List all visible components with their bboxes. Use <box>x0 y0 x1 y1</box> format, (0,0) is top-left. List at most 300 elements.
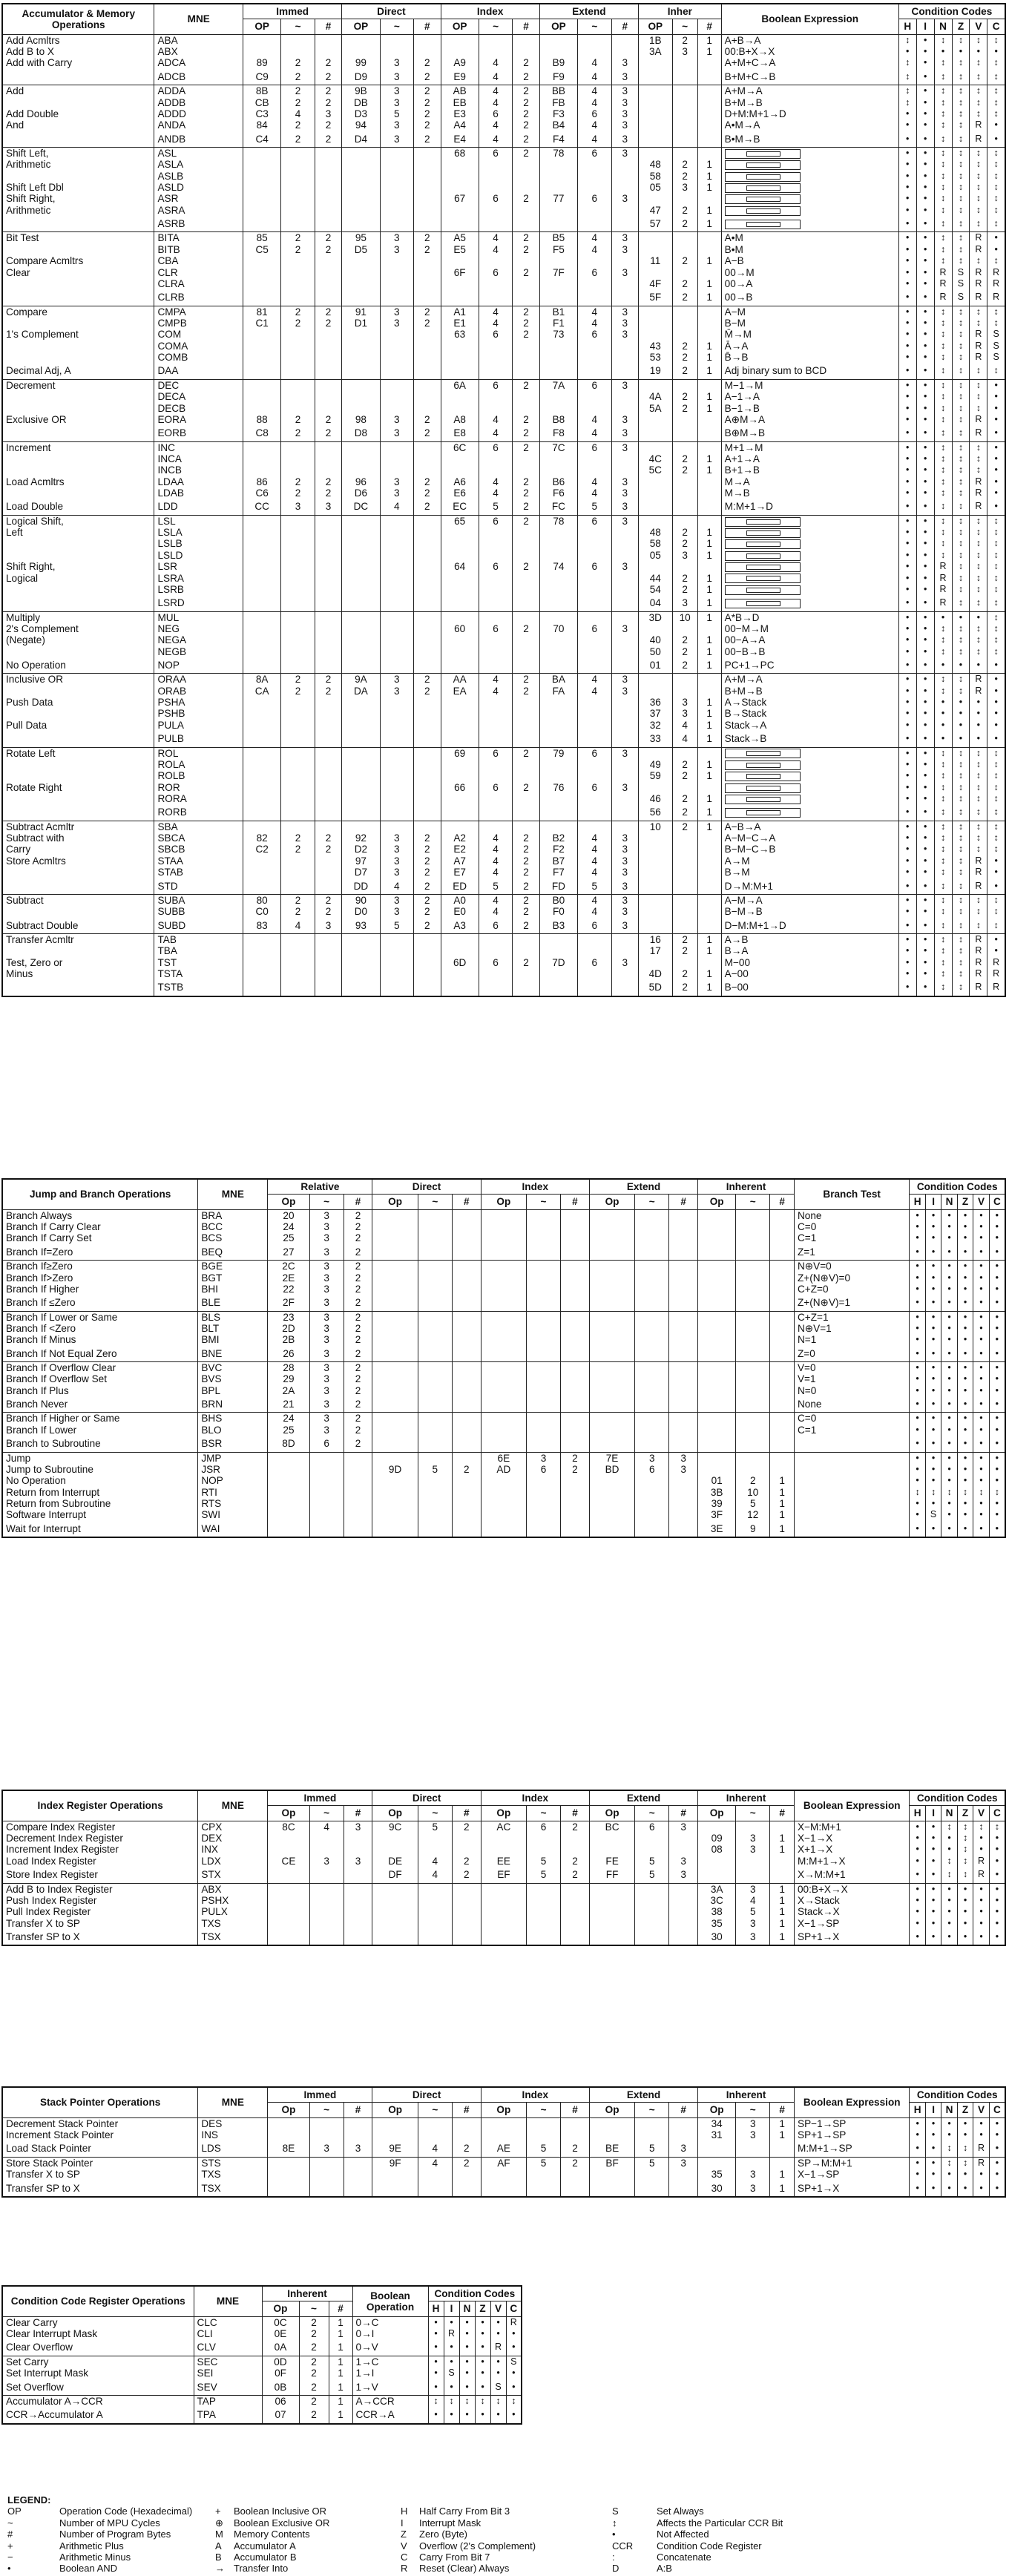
operation-name: Branch If Lower <box>2 1425 198 1436</box>
empty-cell <box>380 595 414 611</box>
condition-flag: R <box>973 1856 989 1867</box>
condition-flag: • <box>957 1883 973 1895</box>
mode-value: 1 <box>697 611 721 623</box>
mode-value: 3 <box>736 1844 770 1855</box>
mode-value: 1 <box>697 708 721 719</box>
table-row <box>2 193 1005 204</box>
mnemonic: NOP <box>154 657 243 674</box>
empty-cell <box>611 527 638 538</box>
table-row <box>2 793 1005 804</box>
shift-diagram-icon <box>725 749 801 758</box>
empty-cell <box>513 697 539 708</box>
empty-cell <box>578 538 612 549</box>
mnemonic: PSHA <box>154 697 243 708</box>
empty-cell <box>380 205 414 216</box>
condition-flag: ↕ <box>952 844 970 855</box>
condition-flag: • <box>957 1929 973 1945</box>
condition-flag: • <box>925 1906 941 1917</box>
mode-value: 2 <box>513 425 539 441</box>
mnemonic: ORAA <box>154 674 243 686</box>
empty-cell <box>697 957 721 968</box>
operation-name: Transfer Acmltr <box>2 933 154 945</box>
empty-cell <box>736 1856 770 1867</box>
expression: None <box>794 1396 909 1413</box>
empty-cell <box>639 193 673 204</box>
mode-value: 5 <box>578 878 612 895</box>
expression: B•M <box>721 244 898 255</box>
condition-flag: • <box>898 379 916 391</box>
mode-value: 5A <box>639 403 673 414</box>
mode-value: 21 <box>268 1396 309 1413</box>
mode-value: B4 <box>539 119 577 131</box>
empty-cell <box>589 1844 634 1855</box>
legend-description: Interrupt Mask <box>419 2517 482 2529</box>
empty-cell <box>268 2181 309 2197</box>
table-row <box>2 1833 1005 1844</box>
operation-name: Branch If Carry Set <box>2 1232 198 1243</box>
mode-value: ED <box>441 878 479 895</box>
condition-flag: • <box>941 1346 957 1362</box>
table-row <box>2 595 1005 611</box>
mode-value: 2 <box>315 232 341 244</box>
condition-flag: • <box>941 1929 957 1945</box>
condition-flag: • <box>941 1209 957 1221</box>
mode-value: 2 <box>513 832 539 844</box>
empty-cell <box>342 159 380 170</box>
mode-value: 78 <box>539 515 577 527</box>
mode-value: 2 <box>513 499 539 515</box>
condition-flag: ↕ <box>989 1821 1005 1833</box>
empty-cell <box>441 968 479 979</box>
empty-cell <box>611 821 638 832</box>
condition-flag: • <box>957 1311 973 1323</box>
mode-value: 2 <box>315 844 341 855</box>
mode-value: 2 <box>561 1856 590 1867</box>
mode-value: A2 <box>441 832 479 844</box>
empty-cell <box>342 464 380 476</box>
condition-flag: ↕ <box>987 34 1005 46</box>
legend-symbol: + <box>215 2506 221 2517</box>
condition-flag: • <box>973 1209 989 1221</box>
condition-flag: • <box>898 119 916 131</box>
legend-description: Not Affected <box>657 2529 709 2540</box>
empty-cell <box>414 159 441 170</box>
empty-cell <box>414 720 441 731</box>
legend-description: A:B <box>657 2563 672 2575</box>
empty-cell <box>479 968 513 979</box>
empty-cell <box>414 731 441 747</box>
empty-cell <box>513 945 539 956</box>
empty-cell <box>452 1918 481 1929</box>
expression: A*B→D <box>721 611 898 623</box>
empty-cell <box>578 979 612 996</box>
mnemonic: PULB <box>154 731 243 747</box>
condition-flag: R <box>970 414 987 425</box>
empty-cell <box>578 464 612 476</box>
mode-value: E9 <box>441 69 479 85</box>
operation-name: Add B to X <box>2 46 154 57</box>
condition-flag: R <box>444 2328 459 2339</box>
condition-flag: ↕ <box>898 85 916 97</box>
condition-flag: • <box>916 731 934 747</box>
condition-flag: ↕ <box>934 686 952 697</box>
empty-cell <box>452 1929 481 1945</box>
mode-value: 6 <box>578 379 612 391</box>
empty-cell <box>309 1833 344 1844</box>
condition-flag: • <box>989 1346 1005 1362</box>
empty-cell <box>380 933 414 945</box>
empty-cell <box>441 657 479 674</box>
condition-flag: • <box>898 147 916 159</box>
empty-cell <box>380 171 414 182</box>
condition-flag: S <box>952 278 970 289</box>
condition-flag: • <box>428 2368 444 2379</box>
empty-cell <box>578 759 612 770</box>
condition-flag: • <box>910 1272 925 1284</box>
condition-flag: S <box>952 267 970 278</box>
empty-cell <box>513 341 539 352</box>
condition-flag: ↕ <box>934 527 952 538</box>
empty-cell <box>481 1323 526 1334</box>
operation-name: No Operation <box>2 657 154 674</box>
mode-value: 2 <box>344 1436 372 1452</box>
empty-cell <box>441 453 479 464</box>
mode-value: 3 <box>380 867 414 878</box>
empty-cell <box>513 289 539 306</box>
mode-value: 3 <box>380 844 414 855</box>
empty-cell <box>611 731 638 747</box>
header-bytes: # <box>315 19 341 34</box>
mnemonic: ASRA <box>154 205 243 216</box>
header-flag: I <box>444 2301 459 2316</box>
mnemonic: TAP <box>194 2395 262 2407</box>
empty-cell <box>281 363 315 379</box>
empty-cell <box>635 2181 669 2197</box>
empty-cell <box>527 1232 561 1243</box>
header-bytes: # <box>770 2103 795 2117</box>
condition-flag: ↕ <box>987 759 1005 770</box>
empty-cell <box>481 1521 526 1537</box>
empty-cell <box>309 1929 344 1945</box>
condition-flag: • <box>987 425 1005 441</box>
table-row <box>2 476 1005 487</box>
condition-flag: • <box>428 2328 444 2339</box>
condition-flag: R <box>970 341 987 352</box>
mode-value: 2 <box>344 1334 372 1345</box>
condition-flag: R <box>970 267 987 278</box>
condition-flag: • <box>925 2157 941 2169</box>
table-row <box>2 832 1005 844</box>
table-row <box>2 2407 522 2423</box>
empty-cell <box>527 1311 561 1323</box>
empty-cell <box>418 1295 452 1311</box>
condition-flag: • <box>941 1521 957 1537</box>
condition-flag: • <box>898 674 916 686</box>
empty-cell <box>697 747 721 759</box>
empty-cell <box>481 1833 526 1844</box>
mode-value: 85 <box>243 232 281 244</box>
condition-flag: • <box>957 1396 973 1413</box>
operation-name: Compare <box>2 306 154 318</box>
mode-value: 2 <box>414 119 441 131</box>
empty-cell <box>268 1475 309 1486</box>
condition-flag: • <box>925 1362 941 1374</box>
mode-value: 2 <box>513 244 539 255</box>
empty-cell <box>380 657 414 674</box>
empty-cell <box>441 403 479 414</box>
mode-value: 6 <box>479 782 513 793</box>
empty-cell <box>315 391 341 402</box>
mnemonic: INS <box>198 2129 268 2140</box>
table-row <box>2 2339 522 2356</box>
empty-cell <box>578 804 612 821</box>
condition-flag: • <box>910 1413 925 1425</box>
header-inherent: Inherent <box>698 1790 795 1806</box>
mode-value: 3 <box>669 1821 698 1833</box>
condition-flag: • <box>898 731 916 747</box>
mode-value: 4 <box>578 476 612 487</box>
mode-value: 28 <box>268 1362 309 1374</box>
operation-name <box>2 867 154 878</box>
condition-flag: • <box>952 657 970 674</box>
empty-cell <box>589 1385 634 1396</box>
table-row <box>2 1821 1005 1833</box>
condition-flag: • <box>916 782 934 793</box>
mode-value: 3 <box>309 1334 344 1345</box>
expression: 1→V <box>352 2379 428 2396</box>
condition-flag: ↕ <box>934 918 952 934</box>
empty-cell <box>315 147 341 159</box>
empty-cell <box>243 205 281 216</box>
operation-name: Wait for Interrupt <box>2 1521 198 1537</box>
mode-value: 3 <box>672 708 697 719</box>
empty-cell <box>452 2181 481 2197</box>
empty-cell <box>635 1498 669 1509</box>
expression: M→B <box>721 487 898 499</box>
condition-flag: • <box>989 1856 1005 1867</box>
table-row <box>2 2395 522 2407</box>
mode-value: 01 <box>698 1475 736 1486</box>
empty-cell <box>561 1209 590 1221</box>
condition-flag: ↕ <box>987 623 1005 634</box>
mode-value: 09 <box>698 1833 736 1844</box>
mode-value: 0B <box>262 2379 299 2396</box>
mode-value: A9 <box>441 57 479 68</box>
mode-value: 2 <box>672 255 697 266</box>
operation-name: Branch If Plus <box>2 1385 198 1396</box>
condition-flag: ↕ <box>952 623 970 634</box>
empty-cell <box>342 646 380 657</box>
empty-cell <box>281 289 315 306</box>
mode-value: FB <box>539 97 577 108</box>
empty-cell <box>342 46 380 57</box>
expression: Stack→A <box>721 720 898 731</box>
mnemonic: LSLA <box>154 527 243 538</box>
table-row <box>2 318 1005 329</box>
operation-name <box>2 550 154 561</box>
mode-value: 48 <box>639 159 673 170</box>
empty-cell <box>513 391 539 402</box>
operation-name <box>2 878 154 895</box>
expression: A→M <box>721 855 898 867</box>
mode-value: 1 <box>697 646 721 657</box>
operation-name: Branch If Minus <box>2 1334 198 1345</box>
legend-description: Overflow (2's Complement) <box>419 2540 536 2552</box>
operation-name: Carry <box>2 844 154 855</box>
mnemonic: JMP <box>198 1452 268 1464</box>
empty-cell <box>372 1261 418 1272</box>
empty-cell <box>418 2181 452 2197</box>
condition-flag: ↕ <box>952 34 970 46</box>
condition-flag: • <box>898 867 916 878</box>
mode-value: F6 <box>539 487 577 499</box>
empty-cell <box>539 657 577 674</box>
empty-cell <box>672 193 697 204</box>
mode-value: 24 <box>268 1413 309 1425</box>
table-row <box>2 46 1005 57</box>
mode-value: 4 <box>578 844 612 855</box>
table-row <box>2 232 1005 244</box>
empty-cell <box>672 329 697 340</box>
empty-cell <box>770 1244 795 1261</box>
empty-cell <box>578 793 612 804</box>
empty-cell <box>281 205 315 216</box>
condition-flag: • <box>898 968 916 979</box>
header-mne: MNE <box>154 4 243 34</box>
mode-value: 11 <box>639 255 673 266</box>
mode-value: 4 <box>578 232 612 244</box>
empty-cell <box>418 1906 452 1917</box>
mode-value: 17 <box>639 945 673 956</box>
mode-value: 2 <box>414 906 441 917</box>
empty-cell <box>578 550 612 561</box>
empty-cell <box>561 1475 590 1486</box>
condition-flag: • <box>973 1521 989 1537</box>
header-op: Op <box>372 1806 418 1821</box>
empty-cell <box>539 391 577 402</box>
mode-value: 3 <box>611 782 638 793</box>
empty-cell <box>243 759 281 770</box>
condition-flag: ↕ <box>952 205 970 216</box>
empty-cell <box>243 708 281 719</box>
empty-cell <box>281 855 315 867</box>
mnemonic: BGE <box>198 1261 268 1272</box>
table-row <box>2 674 1005 686</box>
empty-cell <box>380 255 414 266</box>
operation-name: Load Index Register <box>2 1856 198 1867</box>
condition-flag: • <box>941 1221 957 1232</box>
mode-value: 1 <box>697 793 721 804</box>
table-row <box>2 1284 1005 1295</box>
table-row <box>2 878 1005 895</box>
empty-cell <box>669 1413 698 1425</box>
mode-value: 63 <box>441 329 479 340</box>
expression: N=1 <box>794 1334 909 1345</box>
expression: N=0 <box>794 1385 909 1396</box>
empty-cell <box>561 1373 590 1384</box>
empty-cell <box>380 441 414 453</box>
expression: B•M→B <box>721 131 898 148</box>
empty-cell <box>672 119 697 131</box>
empty-cell <box>243 363 281 379</box>
expression <box>794 1509 909 1520</box>
mode-value: 3 <box>611 232 638 244</box>
condition-flag: ↕ <box>934 770 952 781</box>
mode-value: 2 <box>414 476 441 487</box>
empty-cell <box>315 634 341 645</box>
legend-description: Concatenate <box>657 2552 711 2563</box>
empty-cell <box>479 403 513 414</box>
empty-cell <box>372 1498 418 1509</box>
empty-cell <box>243 957 281 968</box>
mode-value: 1 <box>697 968 721 979</box>
condition-flag: ↕ <box>934 193 952 204</box>
empty-cell <box>698 1261 736 1272</box>
empty-cell <box>539 205 577 216</box>
expression: A+M+C→A <box>721 57 898 68</box>
expression <box>721 182 898 193</box>
condition-flag: ↕ <box>987 216 1005 232</box>
table-row <box>2 1244 1005 1261</box>
empty-cell <box>539 979 577 996</box>
condition-flag: ↕ <box>970 832 987 844</box>
condition-flag: • <box>989 1883 1005 1895</box>
mode-value: 0A <box>262 2339 299 2356</box>
condition-flag: • <box>973 2181 989 2197</box>
empty-cell <box>281 561 315 572</box>
table-row <box>2 85 1005 97</box>
expression: A→Stack <box>721 697 898 708</box>
mode-value: 4A <box>639 391 673 402</box>
mode-value: 2 <box>344 1385 372 1396</box>
table-row <box>2 573 1005 584</box>
mode-value: 2 <box>344 1323 372 1334</box>
condition-flag: • <box>910 1521 925 1537</box>
empty-cell <box>418 1413 452 1425</box>
empty-cell <box>372 1929 418 1945</box>
mode-value: 5 <box>380 108 414 119</box>
mode-value: 2 <box>513 108 539 119</box>
mode-value: 2 <box>315 57 341 68</box>
mode-value: 2 <box>513 267 539 278</box>
empty-cell <box>561 2117 590 2129</box>
condition-flag: ↕ <box>934 131 952 148</box>
empty-cell <box>479 255 513 266</box>
empty-cell <box>243 646 281 657</box>
condition-flag: R <box>970 979 987 996</box>
empty-cell <box>414 561 441 572</box>
expression: A+M→A <box>721 85 898 97</box>
empty-cell <box>441 289 479 306</box>
empty-cell <box>479 657 513 674</box>
empty-cell <box>452 1284 481 1295</box>
empty-cell <box>452 1261 481 1272</box>
condition-flag: ↕ <box>987 318 1005 329</box>
mode-value: 1 <box>697 278 721 289</box>
condition-flag: • <box>970 46 987 57</box>
mode-value: 2 <box>672 216 697 232</box>
empty-cell <box>281 267 315 278</box>
empty-cell <box>342 770 380 781</box>
mode-value: 2 <box>672 804 697 821</box>
mode-value: 6 <box>578 267 612 278</box>
table-row <box>2 1385 1005 1396</box>
mnemonic: BCS <box>198 1232 268 1243</box>
empty-cell <box>611 205 638 216</box>
operation-name: Load Acmltrs <box>2 476 154 487</box>
empty-cell <box>281 747 315 759</box>
empty-cell <box>589 2117 634 2129</box>
